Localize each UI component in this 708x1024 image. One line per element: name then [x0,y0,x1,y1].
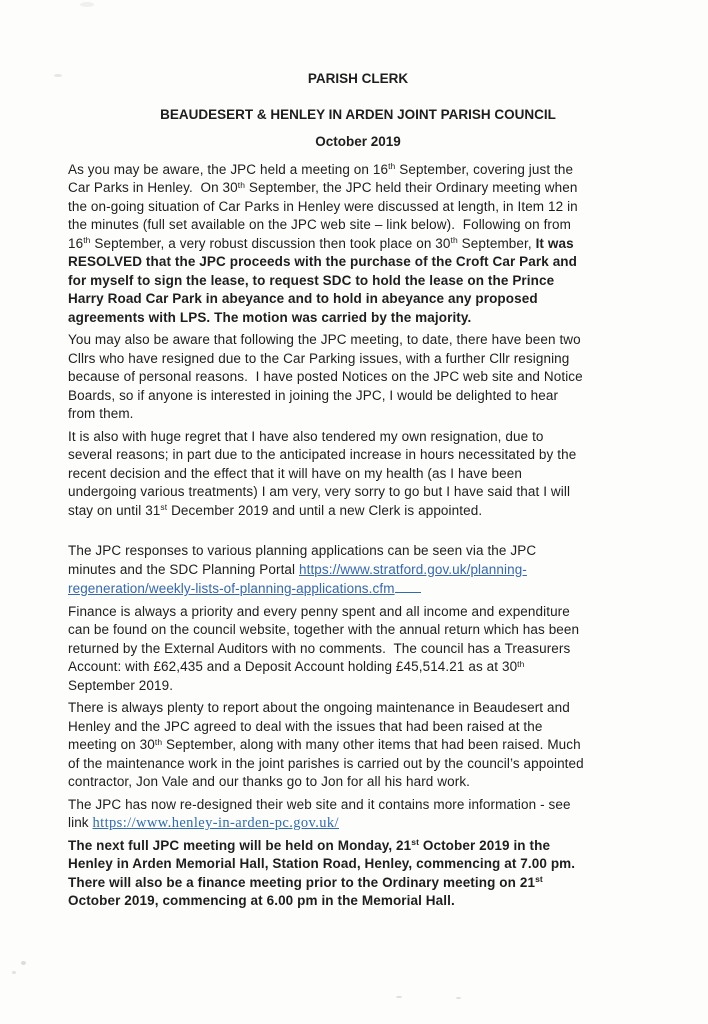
text-run: for myself to sign the lease, to request SDC to hold the lease on the Prince [68,272,555,288]
paragraph-next-meeting [68,837,648,911]
superscript-ordinal: th [388,161,396,171]
text-run: September, along with many other items that had been raised. Much [162,737,581,752]
scan-speck [396,996,402,998]
text-run: Account: with £62,435 and a Deposit Account holding £45,514.21 as at 30 [68,659,518,674]
text-run: September 2019. [68,677,174,693]
council-name: BEAUDESERT & HENLEY IN ARDEN JOINT PARISH COUNCIL [160,106,556,122]
superscript-ordinal: st [411,837,420,847]
superscript-ordinal: th [237,179,246,190]
text-run: September, the JPC held their Ordinary meeting when [245,180,578,195]
text-run: RESOLVED that the JPC proceeds with the purchase of the Croft Car Park and [68,254,577,269]
text-run: It is also with huge regret that I have also tendered my own resignation, due to [68,428,544,444]
scan-speck [80,2,94,7]
text-run: Henley and the JPC agreed to deal with the issues that had been raised at the [68,718,543,734]
document-date: October 2019 [315,134,401,149]
text-run: link [68,815,93,830]
text-run: Harry Road Car Park in abeyance and to hold in abeyance any proposed [68,291,538,306]
text-run: October 2019, commencing at 6.00 pm in the Memorial Hall. [68,893,455,908]
text-run: the on-going situation of Car Parks in Henley were discussed at length, in Item 12 in [68,198,578,214]
text-run: minutes and the SDC Planning Portal [68,561,299,577]
scan-speck [12,971,16,974]
paragraph-car-parks-meeting [68,161,648,328]
text-run: There is always plenty to report about the ongoing maintenance in Beaudesert and [68,700,570,715]
text-run: recent decision and the effect that it will have on my health (as I have been [68,465,522,481]
paragraph-website [68,796,648,833]
text-run: It was [535,235,574,251]
text-run: Boards, so if anyone is interested in joining the JPC, I would be delighted to hear [68,387,559,403]
superscript-ordinal: st [160,502,168,512]
paragraph-planning-applications [68,542,648,599]
superscript-ordinal: st [535,874,543,884]
text-run: September, [457,235,536,251]
text-run: You may also be aware that following the JPC meeting, to date, there have been two [68,332,581,347]
stratford-planning-link[interactable]: https://www.stratford.gov.uk/planning- [298,561,527,577]
scan-speck [21,961,26,965]
superscript-ordinal: th [517,658,525,669]
text-run: returned by the External Auditors with no comments. The council has a Treasurers [68,640,571,656]
text-run: Cllrs who have resigned due to the Car Parking issues, with a further Cllr resigning [68,350,570,366]
text-run: contractor, Jon Vale and our thanks go to Jon for all his hard work. [68,774,471,789]
paragraph-finance [68,603,648,696]
text-run: several reasons; in part due to the anticipated increase in hours necessitated by the [68,447,577,462]
henley-jpc-link[interactable]: https://www.henley-in-arden-pc.gov.uk/ [92,815,339,831]
text-run: September, a very robust discussion then took place on 30 [90,235,451,251]
text-run: stay on until 31 [68,502,161,518]
text-run: of the maintenance work in the joint parishes is carried out by the council’s appointed [68,755,584,771]
text-run: September, covering just the [395,161,574,177]
superscript-ordinal: th [450,235,458,245]
paragraph-clerk-resignation [68,428,648,521]
text-run: Finance is always a priority and every penny spent and all income and expenditure [68,603,570,619]
text-run: December 2019 and until a new Clerk is appointed. [167,502,483,518]
letter-paragraphs [68,161,648,911]
text-run: Henley in Arden Memorial Hall, Station Road, Henley, commencing at 7.00 pm. [68,856,576,871]
scan-speck [54,74,62,77]
text-run: The next full JPC meeting will be held on Monday, 21 [68,837,412,853]
text-run: can be found on the council website, together with the annual return which has been [68,622,580,637]
text-run: Car Parks in Henley. On 30 [68,180,238,195]
text-run: agreements with LPS. The motion was carried by the majority. [68,309,472,325]
text-run: meeting on 30 [68,737,155,752]
stratford-planning-link[interactable]: regeneration/weekly-lists-of-planning-applications.cfm [68,581,395,596]
text-run: 16 [68,235,84,251]
superscript-ordinal: th [154,736,163,747]
trailing-underline [395,579,421,593]
paragraph-maintenance [68,699,648,792]
paragraph-councillor-resignations [68,331,648,424]
text-run: The JPC has now re-designed their web site and it contains more information - see [68,796,571,812]
document-title: PARISH CLERK [307,71,409,86]
text-run: The JPC responses to various planning applications can be seen via the JPC [68,543,537,558]
text-run: because of personal reasons. I have posted Notices on the JPC web site and Notice [68,369,583,384]
text-run: There will also be a finance meeting prior to the Ordinary meeting on 21 [68,874,536,890]
text-run: from them. [68,406,134,421]
text-run: the minutes (full set available on the JPC web site – link below). Following on from [68,217,571,232]
superscript-ordinal: th [83,235,91,245]
text-run: undergoing various treatments) I am very, very sorry to go but I have said that I will [68,484,571,499]
text-run: As you may be aware, the JPC held a meeting on 16 [68,161,389,177]
text-run: October 2019 in the [419,837,551,853]
scan-speck [456,997,461,999]
